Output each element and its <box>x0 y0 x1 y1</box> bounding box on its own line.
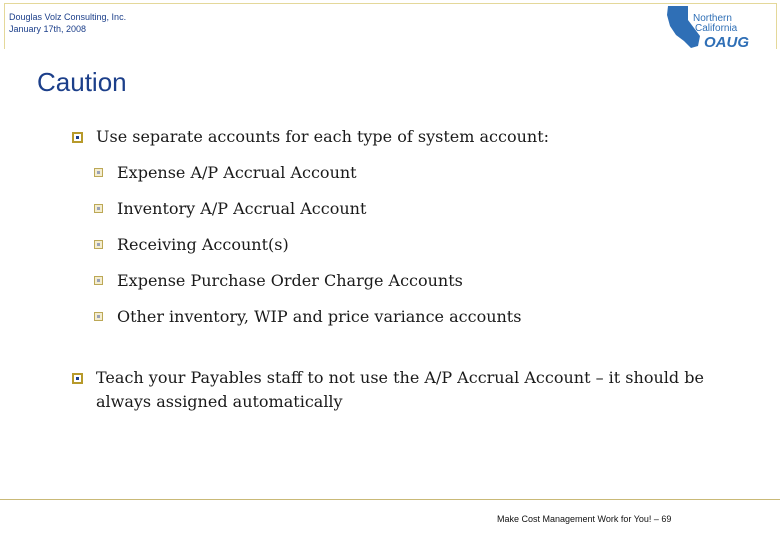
bullet-item <box>72 125 732 149</box>
bullet-text: Teach your Payables staff to not use the A/P Accrual Account – it should be always assigned automatically <box>96 368 704 411</box>
slide-title: Caution <box>37 67 127 97</box>
bullet-text: Use separate accounts for each type of system account: <box>96 127 550 146</box>
square-bullet-icon <box>72 373 83 384</box>
sub-bullet-text: Expense A/P Accrual Account <box>117 163 357 182</box>
square-subbullet-icon <box>94 312 103 321</box>
logo-line1: Northern <box>693 13 732 24</box>
square-subbullet-icon <box>94 276 103 285</box>
square-subbullet-icon <box>94 240 103 249</box>
footer-text: Make Cost Management Work for You! – 69 <box>497 514 672 524</box>
header-date: January 17th, 2008 <box>9 24 87 34</box>
sub-bullet-item <box>94 162 694 184</box>
sub-bullet-text: Expense Purchase Order Charge Accounts <box>117 271 463 290</box>
sub-bullet-item <box>94 234 694 256</box>
footer-divider <box>0 499 780 500</box>
sub-bullet-item <box>94 306 694 328</box>
header-company: Douglas Volz Consulting, Inc. <box>9 12 127 22</box>
logo-line2: California <box>695 23 738 34</box>
logo-brand: OAUG <box>704 34 749 50</box>
square-bullet-icon <box>72 132 83 143</box>
header-border-left <box>4 3 5 49</box>
oaug-logo <box>662 4 770 50</box>
sub-bullet-text: Receiving Account(s) <box>117 235 289 254</box>
sub-bullet-item <box>94 198 694 220</box>
sub-bullet-text: Inventory A/P Accrual Account <box>117 199 367 218</box>
sub-bullet-text: Other inventory, WIP and price variance accounts <box>117 307 522 326</box>
square-subbullet-icon <box>94 204 103 213</box>
sub-bullet-item <box>94 270 694 292</box>
square-subbullet-icon <box>94 168 103 177</box>
header-border-right <box>776 3 777 49</box>
bullet-item <box>72 366 732 414</box>
